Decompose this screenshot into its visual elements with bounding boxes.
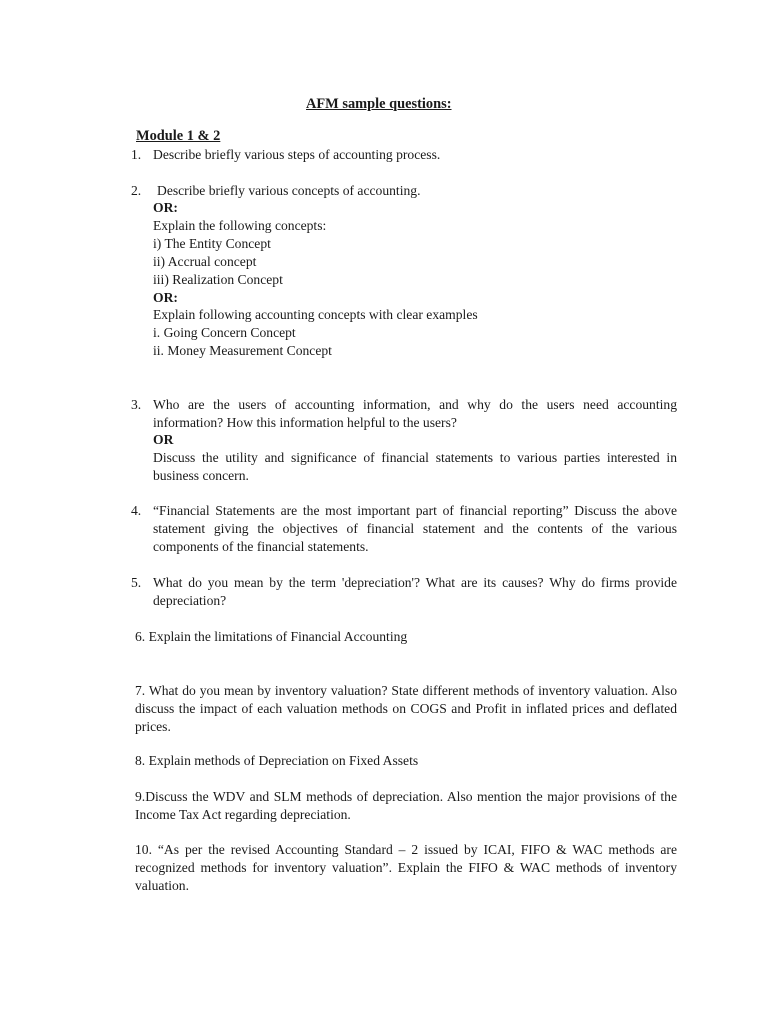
concept-item: ii. Money Measurement Concept	[153, 343, 332, 358]
question-7: 7. What do you mean by inventory valuation? State different methods of inventory valuation. Also discuss the impact of each valuation methods on COGS and Profit in inflated prices and deflated prices.	[135, 683, 677, 734]
or-label: OR:	[153, 200, 178, 215]
question-text: What do you mean by the term 'depreciation'? What are its causes? Why do firms provide depreciation?	[153, 575, 677, 608]
question-number: 2.	[131, 183, 142, 198]
question-text: Describe briefly various concepts of accounting.	[157, 183, 421, 198]
question-10: 10. “As per the revised Accounting Standard – 2 issued by ICAI, FIFO & WAC methods are recognized methods for inventory valuation”. Explain the FIFO & WAC methods of inventory valuation.	[135, 842, 677, 893]
concept-item: i. Going Concern Concept	[153, 325, 296, 340]
question-9: 9.Discuss the WDV and SLM methods of depreciation. Also mention the major provisions of the Income Tax Act regarding depreciation.	[135, 789, 677, 822]
alternative-text: Discuss the utility and significance of financial statements to various parties interested in business concern.	[153, 450, 677, 483]
question-text: “Financial Statements are the most important part of financial reporting” Discuss the above statement giving the objectives of financial statement and the contents of the various components of the financial statements.	[153, 503, 677, 554]
question-6: 6. Explain the limitations of Financial Accounting	[135, 629, 408, 644]
or-label: OR	[153, 432, 174, 447]
question-number: 5.	[131, 575, 142, 590]
question-number: 3.	[131, 397, 142, 412]
concept-item: iii) Realization Concept	[153, 272, 283, 287]
question-text: Who are the users of accounting information, and why do the users need accounting information? How this information helpful to the users?	[153, 397, 677, 430]
question-number: 4.	[131, 503, 142, 518]
module-heading: Module 1 & 2	[136, 128, 221, 144]
question-number: 1.	[131, 147, 142, 162]
alternative-intro: Explain following accounting concepts with clear examples	[153, 307, 478, 322]
concept-item: ii) Accrual concept	[153, 254, 257, 269]
concept-item: i) The Entity Concept	[153, 236, 271, 251]
question-text: Describe briefly various steps of accounting process.	[153, 147, 441, 162]
or-label: OR:	[153, 290, 178, 305]
alternative-intro: Explain the following concepts:	[153, 218, 327, 233]
document-title: AFM sample questions:	[306, 96, 452, 112]
question-8: 8. Explain methods of Depreciation on Fixed Assets	[135, 753, 419, 768]
